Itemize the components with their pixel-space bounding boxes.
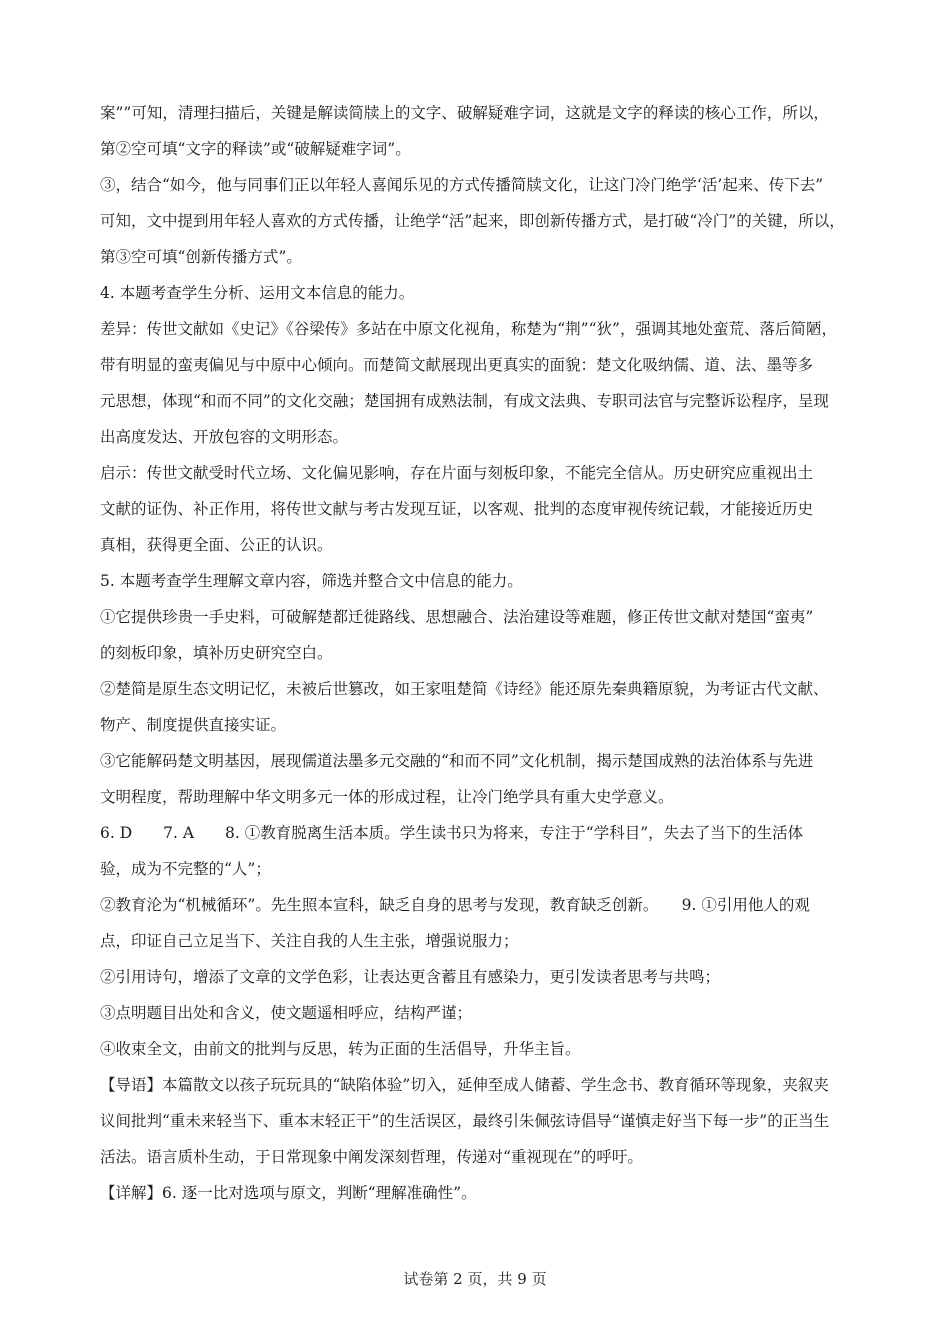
text-line: 可知，文中提到用年轻人喜欢的方式传播，让绝学“活”起来，即创新传播方式，是打破“冷门”的关键，所以，	[100, 212, 845, 230]
text-line: 第②空可填“文字的释读”或“破解疑难字词”。	[100, 140, 411, 158]
text-line: ③它能解码楚文明基因，展现儒道法墨多元交融的“和而不同”文化机制，揭示楚国成熟的法治体系与先进	[100, 752, 814, 770]
text-line: 文明程度，帮助理解中华文明多元一体的形成过程，让冷门绝学具有重大史学意义。	[100, 788, 674, 806]
text-line: ③，结合“如今，他与同事们正以年轻人喜闻乐见的方式传播简牍文化，让这门冷门绝学‘活’起来、传下去”	[100, 176, 824, 194]
text-line: 差异：传世文献如《史记》《谷梁传》多站在中原文化视角，称楚为“荆”“狄”，强调其地处蛮荒、落后简陋，	[100, 320, 837, 338]
guide-paragraph-line: 活法。语言质朴生动，于日常现象中阐发深刻哲理，传递对“重视现在”的呼吁。	[100, 1148, 643, 1166]
text-line: ④收束全文，由前文的批判与反思，转为正面的生活倡导，升华主旨。	[100, 1040, 581, 1058]
text-line: 元思想，体现“和而不同”的文化交融；楚国拥有成熟法制，有成文法典、专职司法官与完整诉讼程序，呈现	[100, 392, 829, 410]
guide-paragraph-line: 【导语】本篇散文以孩子玩玩具的“缺陷体验”切入，延伸至成人储蓄、学生念书、教育循环等现象，夹叙夹	[100, 1076, 829, 1094]
text-line: ③点明题目出处和含义，使文题遥相呼应，结构严谨；	[100, 1004, 473, 1022]
text-line: 物产、制度提供直接实证。	[100, 716, 287, 734]
text-line: ②教育沦为“机械循环”。先生照本宣科，缺乏自身的思考与发现，教育缺乏创新。 9. ①引用他人的观	[100, 896, 810, 914]
text-line: ①它提供珍贵一手史料，可破解楚都迁徙路线、思想融合、法治建设等难题，修正传世文献对楚国“蛮夷”	[100, 608, 814, 626]
text-line: 案””可知，清理扫描后，关键是解读简牍上的文字、破解疑难字词，这就是文字的释读的核心工作，所以，	[100, 104, 829, 122]
text-line: 出高度发达、开放包容的文明形态。	[100, 428, 349, 446]
text-line: 文献的证伪、补正作用，将传世文献与考古发现互证，以客观、批判的态度审视传统记载，才能接近历史	[100, 500, 814, 518]
page-footer: 试卷第 2 页，共 9 页	[403, 1270, 547, 1288]
text-line: 点，印证自己立足当下、关注自我的人生主张，增强说服力；	[100, 932, 519, 950]
text-line: ②楚简是原生态文明记忆，未被后世篡改，如王家咀楚简《诗经》能还原先秦典籍原貌，为考证古代文献、	[100, 680, 829, 698]
text-line: 验，成为不完整的“人”；	[100, 860, 271, 878]
guide-paragraph-line: 议间批判“重未来轻当下、重本末轻正干”的生活误区，最终引朱佩弦诗倡导“谨慎走好当下每一步”的正当生	[100, 1112, 830, 1130]
text-line: 带有明显的蛮夷偏见与中原中心倾向。而楚简文献展现出更真实的面貌：楚文化吸纳儒、道、法、墨等多	[100, 356, 814, 374]
text-line: 的刻板印象，填补历史研究空白。	[100, 644, 333, 662]
detail-paragraph-line: 【详解】6. 逐一比对选项与原文，判断“理解准确性”。	[100, 1184, 477, 1202]
answer-line: 6. D 7. A 8. ①教育脱离生活本质。学生读书只为将来，专注于“学科目”，失去了当下的生活体	[100, 824, 804, 842]
question-heading: 5. 本题考查学生理解文章内容，筛选并整合文中信息的能力。	[100, 572, 523, 590]
question-heading: 4. 本题考查学生分析、运用文本信息的能力。	[100, 284, 415, 302]
text-line: 第③空可填“创新传播方式”。	[100, 248, 302, 266]
answer-text-body	[100, 95, 860, 1211]
text-line: 真相，获得更全面、公正的认识。	[100, 536, 333, 554]
text-line: ②引用诗句，增添了文章的文学色彩，让表达更含蓄且有感染力，更引发读者思考与共鸣；	[100, 968, 721, 986]
text-line: 启示：传世文献受时代立场、文化偏见影响，存在片面与刻板印象，不能完全信从。历史研究应重视出土	[100, 464, 814, 482]
